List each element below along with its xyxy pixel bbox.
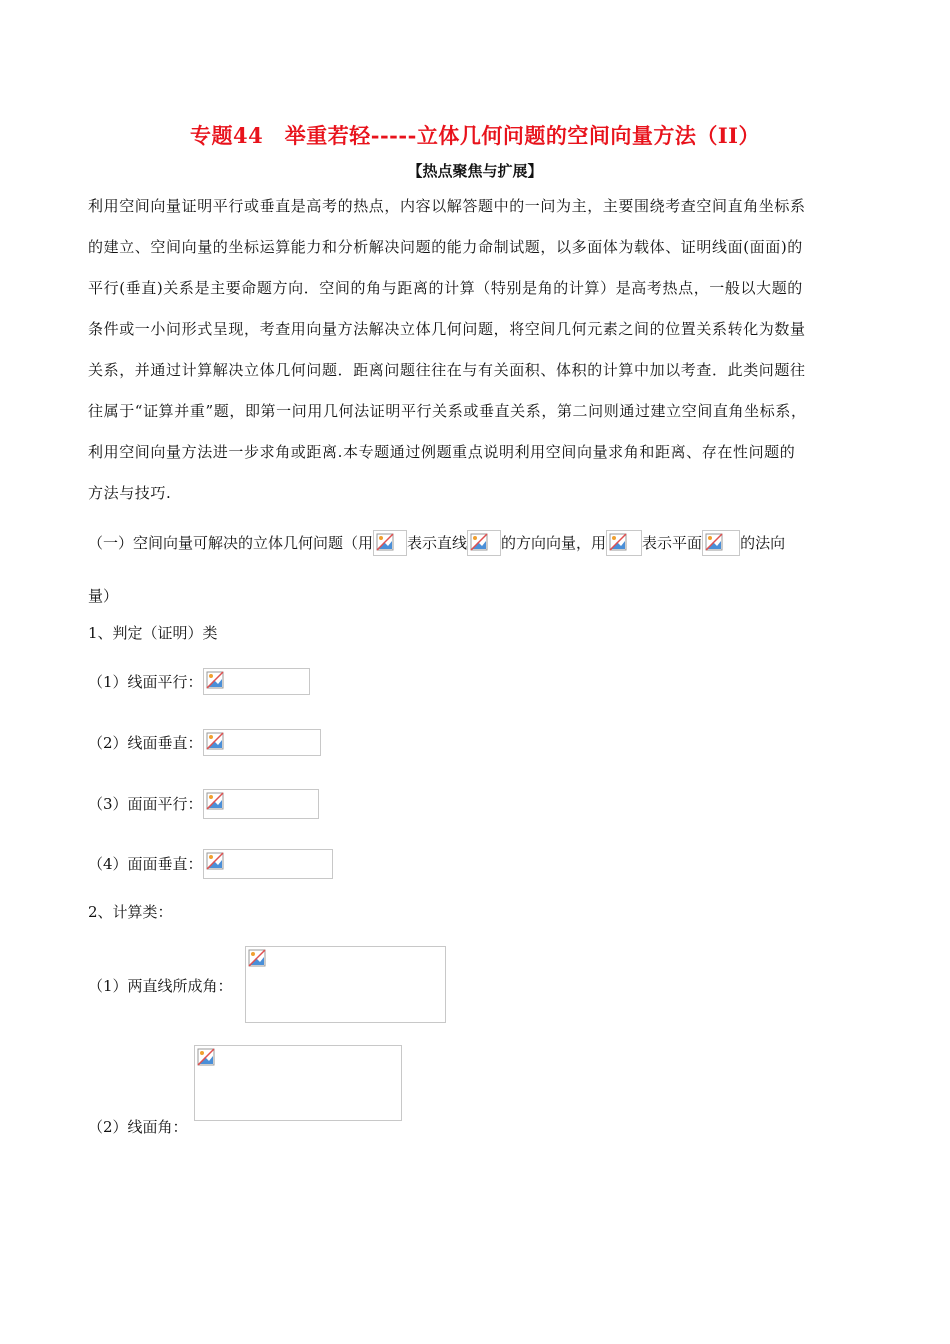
plane-alpha-image <box>702 530 740 556</box>
intro-line: 利用空间向量证明平行或垂直是高考的热点，内容以解答题中的一问为主，主要围绕考查空间直角坐标系 <box>88 197 806 215</box>
formula-image <box>203 729 321 756</box>
intro-line: 条件或一小问形式呈现，考查用向量方法解决立体几何问题，将空间几何元素之间的位置关系转化为数量 <box>88 320 806 338</box>
broken-image-icon <box>206 792 224 810</box>
document-title: 专题44 举重若轻-----立体几何问题的空间向量方法（II） <box>190 123 760 148</box>
broken-image-icon <box>376 533 394 551</box>
broken-image-icon <box>206 732 224 750</box>
section-one-row <box>88 530 785 556</box>
broken-image-icon <box>609 533 627 551</box>
formula-image <box>203 668 310 695</box>
section-one-text: 的方向向量，用 <box>501 534 607 552</box>
formula-image <box>203 789 319 819</box>
item-label: （2）线面垂直： <box>88 733 203 752</box>
angle-formula-image <box>245 946 446 1023</box>
category-2-heading: 2、计算类： <box>88 903 173 921</box>
vector-a-image <box>373 530 407 556</box>
broken-image-icon <box>248 949 266 967</box>
category-1-item <box>88 668 310 695</box>
broken-image-icon <box>206 852 224 870</box>
item-label: （3）面面平行： <box>88 795 203 813</box>
section-one-text: （一）空间向量可解决的立体几何问题（用 <box>88 534 374 552</box>
category-1-item <box>88 849 333 879</box>
category-2-item-label: （1）两直线所成角： <box>88 977 233 995</box>
broken-image-icon <box>470 533 488 551</box>
intro-line: 平行(垂直)关系是主要命题方向．空间的角与距离的计算（特别是角的计算）是高考热点，一般以大题的 <box>88 279 803 297</box>
category-1-heading: 1、判定（证明）类 <box>88 624 218 642</box>
category-2-item-label: （2）线面角： <box>88 1118 188 1136</box>
vector-n-image <box>606 530 642 556</box>
intro-line: 方法与技巧. <box>88 484 172 502</box>
intro-line: 的建立、空间向量的坐标运算能力和分析解决问题的能力命制试题，以多面体为载体、证明线面(面面)的 <box>88 238 803 256</box>
category-1-item <box>88 729 321 756</box>
section-subtitle: 【热点聚焦与扩展】 <box>407 162 543 180</box>
item-label: （4）面面垂直： <box>88 855 203 873</box>
intro-line: 利用空间向量方法进一步求角或距离.本专题通过例题重点说明利用空间向量求角和距离、存在性问题的 <box>88 443 796 461</box>
section-one-text: 表示平面 <box>642 534 703 552</box>
intro-line: 关系，并通过计算解决立体几何问题．距离问题往往在与有关面积、体积的计算中加以考查．此类问题往 <box>88 361 806 379</box>
section-one-continuation: 量） <box>88 587 119 605</box>
section-one-text: 表示直线 <box>407 534 468 552</box>
category-1-item <box>88 789 319 819</box>
section-one-text: 的法向 <box>740 534 786 552</box>
broken-image-icon <box>197 1048 215 1066</box>
broken-image-icon <box>705 533 723 551</box>
line-l-image <box>467 530 501 556</box>
intro-line: 往属于“证算并重”题，即第一问用几何法证明平行关系或垂直关系，第二问则通过建立空间直角坐标系， <box>88 402 807 420</box>
item-label: （1）线面平行： <box>88 672 203 691</box>
formula-image <box>203 849 333 879</box>
line-plane-angle-image <box>194 1045 402 1121</box>
broken-image-icon <box>206 671 224 689</box>
